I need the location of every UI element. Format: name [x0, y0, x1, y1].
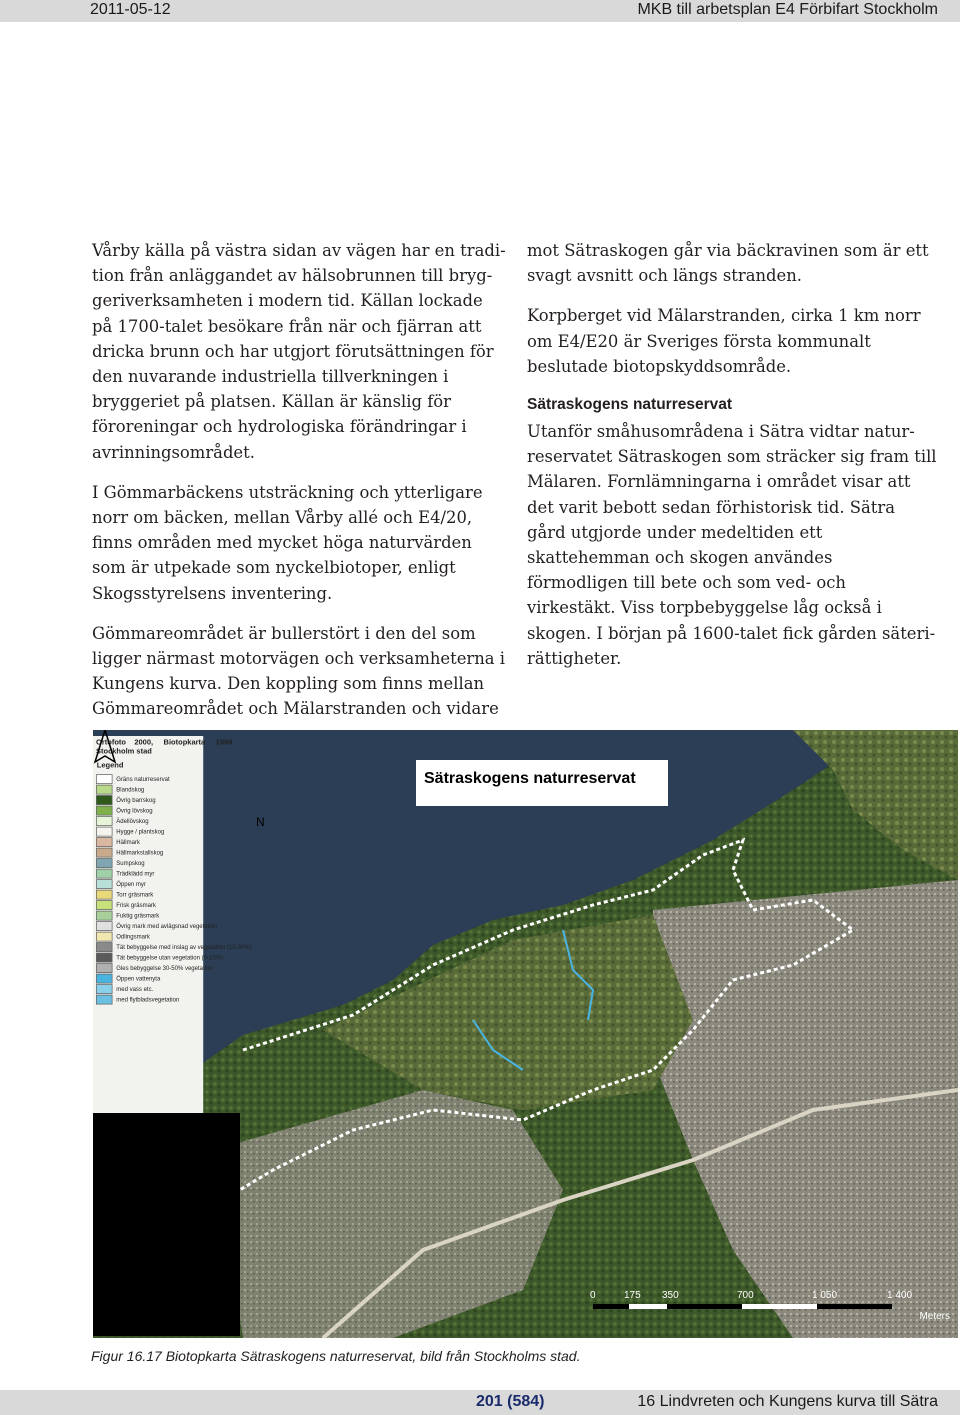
legend-label: Frisk gräsmark [116, 901, 156, 909]
legend-item [96, 900, 239, 911]
scale-segment [629, 1304, 667, 1309]
legend-swatch [96, 994, 113, 1004]
legend-header-org: Stockholm stad [96, 747, 152, 756]
legend-item [96, 858, 239, 869]
legend-swatch [96, 826, 113, 836]
legend-item [96, 805, 239, 816]
legend-label: Tät bebyggelse utan vegetation (0-10%) [116, 953, 223, 961]
header-date: 2011-05-12 [90, 1, 171, 18]
legend-item [96, 795, 239, 806]
north-label: N [256, 815, 265, 829]
legend-swatch [96, 942, 113, 952]
legend-label: med flytbladsvegetation [116, 995, 180, 1003]
right-text-column [527, 238, 937, 686]
scale-units: Meters [919, 1311, 950, 1322]
scale-label: 0 [590, 1290, 596, 1301]
legend-swatch [96, 795, 113, 805]
legend-item [96, 879, 239, 890]
paragraph-gommarbacken: I Gömmarbäckens utsträckning och ytterligare norr om bäcken, mellan Vårby allé och E4/20, finns områden med mycket höga naturvärden som är utpekade som nyckelbiotoper, enligt Skogsstyrelsens inventering. [92, 482, 483, 603]
north-arrow-icon [93, 730, 117, 780]
biotope-map [93, 730, 958, 1338]
legend-label: Torr gräsmark [116, 890, 154, 898]
legend-label: Gräns naturreservat [116, 775, 170, 783]
legend-swatch [96, 973, 113, 983]
legend-label: Gles bebyggelse 30-50% vegetation [116, 964, 213, 972]
legend-swatch [96, 963, 113, 973]
legend-item [96, 837, 239, 848]
legend-header-year: 2000, [134, 738, 154, 747]
legend-label: Öppen vattenyta [116, 974, 161, 982]
paragraph-satraskogen-link: mot Sätraskogen går via bäckravinen som är ett svagt avsnitt och längs stranden. [527, 241, 929, 286]
legend-swatch [96, 868, 113, 878]
scale-label: 175 [624, 1290, 641, 1301]
legend-swatch [96, 910, 113, 920]
legend-title: Legend [96, 761, 124, 770]
legend-label: Övrig mark med avlägsnad vegetation [116, 922, 218, 930]
paragraph-gommareomradet: Gömmareområdet är bullerstört i den del som ligger närmast motorvägen och verksamheterna i Kungens kurva. Den koppling som finns mellan Gömmareområdet och Mälarstranden och vidare [92, 623, 506, 719]
legend-swatch [96, 816, 113, 826]
legend-item [96, 889, 239, 900]
legend-item [96, 942, 252, 953]
legend-item [96, 847, 239, 858]
scale-label: 1 050 [812, 1290, 838, 1301]
legend-header-year-2: 1999 [215, 738, 233, 747]
scale-segment [817, 1304, 892, 1309]
legend-label: Ädellövskog [116, 817, 149, 825]
legend-black-panel [93, 1113, 240, 1336]
legend-label: Odlingsmark [116, 932, 150, 940]
page-footer [0, 1390, 960, 1415]
legend-swatch [96, 784, 113, 794]
legend-item [96, 952, 239, 963]
header-document-title: MKB till arbetsplan E4 Förbifart Stockholm [637, 1, 938, 18]
left-text-column [92, 238, 508, 737]
legend-item [96, 931, 239, 942]
legend-items [96, 774, 252, 1005]
scale-label: 700 [737, 1290, 754, 1301]
chapter-title: 16 Lindvreten och Kungens kurva till Sätra [637, 1393, 938, 1410]
legend-label: Tät bebyggelse med inslag av vegetation (10-30%) [116, 943, 252, 951]
legend-item [96, 984, 239, 995]
paragraph-korpberget: Korpberget vid Mälarstranden, cirka 1 km norr om E4/E20 är Sveriges första kommunalt beslutade biotopskyddsområde. [527, 306, 921, 376]
section-heading-satraskogen: Sätraskogens naturreservat [527, 396, 733, 414]
scale-segment [593, 1304, 629, 1309]
figure-caption: Figur 16.17 Biotopkarta Sätraskogens naturreservat, bild från Stockholms stad. [91, 1348, 581, 1364]
legend-header-biotopkarta: Biotopkarta [163, 738, 206, 747]
scale-label: 350 [662, 1290, 679, 1301]
legend-item [96, 994, 239, 1005]
legend-label: Hällmarkstallskog [116, 848, 164, 856]
scale-segment [742, 1304, 817, 1309]
legend-header [96, 738, 242, 756]
scale-bar [590, 1287, 950, 1327]
legend-swatch [96, 900, 113, 910]
legend-label: med vass etc. [116, 985, 154, 993]
legend-swatch [96, 889, 113, 899]
legend-label: Hygge / plantskog [116, 827, 165, 835]
legend-swatch [96, 858, 113, 868]
scale-segment [667, 1304, 742, 1309]
legend-label: Sumpskog [116, 859, 145, 867]
legend-label: Hällmark [116, 838, 140, 846]
legend-item [96, 784, 239, 795]
paragraph-naturreservat: Utanför småhusområdena i Sätra vidtar naturreservatet Sätraskogen som sträcker sig fram till Mälaren. Fornlämningarna i området visar att det varit bebott sedan förhistorisk tid. Sätra gård utgjorde under medeltiden ett skattehemman och skogen användes förmodligen till bete och som ved- och virkestäkt. Viss torpbebyggelse låg också i skogen. I början på 1600-talet fick gården säterirättigheter. [527, 422, 937, 668]
legend-item [96, 774, 239, 785]
legend-label: Övrig lövskog [116, 806, 153, 814]
map-title: Sätraskogens naturreservat [416, 760, 668, 806]
legend-item [96, 921, 239, 932]
legend-label: Blandskog [116, 785, 145, 793]
paragraph-varby-kalla: Vårby källa på västra sidan av vägen har en tradition från anläggandet av hälsobrunnen till bryggeriverksamheten i modern tid. Källan lockade på 1700-talet besökare från när och fjärran att dricka brunn och har utgjort förutsättningen för den nuvarande industriella tillverkningen i bryggeriet på platsen. Källan är känslig för föroreningar och hydrologiska förändringar i avrinningsområdet. [92, 241, 506, 462]
legend-swatch [96, 921, 113, 931]
legend-item [96, 910, 239, 921]
legend-label: Öppen myr [116, 880, 146, 888]
legend-header-ortofoto: Ortofoto [96, 738, 126, 747]
scale-label: 1 400 [887, 1290, 913, 1301]
legend-item [96, 868, 239, 879]
legend-label: Trädklädd myr [116, 869, 155, 877]
legend-swatch [96, 984, 113, 994]
legend-item [96, 816, 239, 827]
legend-item [96, 963, 239, 974]
legend-swatch [96, 837, 113, 847]
legend-label: Övrig barrskog [116, 796, 156, 804]
legend-label: Fuktig gräsmark [116, 911, 160, 919]
legend-swatch [96, 931, 113, 941]
legend-swatch [96, 879, 113, 889]
legend-swatch [96, 952, 113, 962]
legend-swatch [96, 805, 113, 815]
legend-swatch [96, 847, 113, 857]
page-number: 201 (584) [476, 1393, 545, 1410]
page-header [0, 0, 960, 22]
legend-item [96, 973, 239, 984]
legend-item [96, 826, 239, 837]
